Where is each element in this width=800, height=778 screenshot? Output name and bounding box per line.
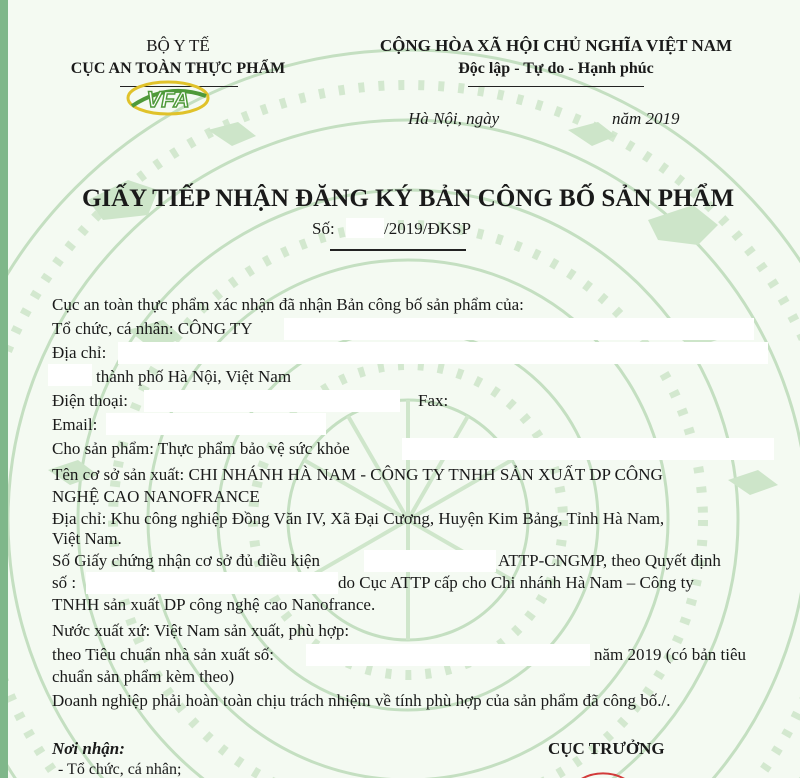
origin-line: Nước xuất xứ: Việt Nam sản xuất, phù hợp:: [52, 621, 350, 640]
intro-text: Cục an toàn thực phẩm xác nhận đã nhận Bản công bố sản phẩm của:: [52, 295, 524, 314]
agency-name: CỤC AN TOÀN THỰC PHẨM: [70, 60, 286, 77]
motto: Độc lập - Tự do - Hạnh phúc: [458, 60, 654, 77]
decision-number-redacted: [86, 572, 338, 594]
product-redacted: [402, 438, 774, 460]
document-title: GIẤY TIẾP NHẬN ĐĂNG KÝ BẢN CÔNG BỐ SẢN PHẨM: [81, 185, 735, 212]
manufacturer-address-1: Địa chỉ: Khu công nghiệp Đồng Văn IV, Xã Đại Cương, Huyện Kim Bảng, Tỉnh Hà Nam,: [52, 509, 665, 528]
product-line: Cho sản phẩm: Thực phẩm bảo vệ sức khỏe: [52, 439, 350, 458]
certificate-line-2b: do Cục ATTP cấp cho Chi nhánh Hà Nam – Công ty: [338, 573, 694, 592]
fax-label: Fax:: [418, 391, 449, 410]
certificate-line-2a: số :: [52, 573, 77, 592]
standard-line-a: theo Tiêu chuẩn nhà sản xuất số:: [52, 645, 274, 664]
agency-header: [30, 36, 326, 80]
responsibility-line: Doanh nghiệp phải hoàn toàn chịu trách nhiệm về tính phù hợp của sản phẩm đã công bố./.: [52, 691, 671, 710]
certificate-line-1b: ATTP-CNGMP, theo Quyết định: [498, 551, 721, 570]
standard-line-b: năm 2019 (có bản tiêu: [594, 645, 747, 664]
phone-redacted: [144, 390, 400, 412]
country-header: [326, 36, 786, 80]
vfa-logo: [122, 76, 214, 120]
standard-line-2: chuẩn sản phẩm kèm theo): [52, 667, 235, 686]
certificate-number-redacted: [364, 550, 496, 572]
ministry-name: BỘ Y TẾ: [146, 36, 210, 55]
motto-underline: [468, 86, 644, 87]
address-redacted-2: [48, 364, 92, 386]
email-label: Email:: [52, 415, 98, 434]
document-number-redacted: [346, 218, 384, 238]
address-city: thành phố Hà Nội, Việt Nam: [96, 367, 292, 386]
phone-label: Điện thoại:: [52, 391, 129, 410]
manufacturer-line-1: Tên cơ sở sản xuất: CHI NHÁNH HÀ NAM - CÔNG TY TNHH SẢN XUẤT DP CÔNG: [52, 465, 663, 484]
email-redacted: [106, 413, 326, 435]
recipient-item: - Tổ chức, cá nhân;: [58, 761, 182, 778]
vfa-logo-text: VFA: [146, 87, 190, 112]
organization-redacted: [284, 318, 754, 340]
standard-number-redacted: [306, 644, 590, 666]
organization-line: Tổ chức, cá nhân: CÔNG TY: [52, 319, 253, 338]
manufacturer-address-2: Việt Nam.: [52, 529, 122, 548]
recipients-label: Nơi nhận:: [52, 739, 125, 758]
title-underline: [330, 249, 466, 251]
manufacturer-line-2: NGHỆ CAO NANOFRANCE: [52, 487, 260, 506]
certificate-line-1a: Số Giấy chứng nhận cơ sở đủ điều kiện: [52, 551, 320, 570]
address-label: Địa chỉ:: [52, 343, 107, 362]
country-name: CỘNG HÒA XÃ HỘI CHỦ NGHĨA VIỆT NAM: [379, 36, 733, 55]
official-seal-stamp: [548, 748, 658, 778]
document-number-prefix: Số:: [312, 219, 335, 238]
date-year: năm 2019: [612, 109, 680, 128]
document-number-suffix: /2019/ĐKSP: [384, 219, 471, 238]
date-place: Hà Nội, ngày: [408, 109, 500, 128]
certificate-line-3: TNHH sản xuất DP công nghệ cao Nanofrance.: [52, 595, 376, 614]
address-redacted: [118, 342, 768, 364]
signer-title: CỤC TRƯỞNG: [548, 739, 665, 758]
